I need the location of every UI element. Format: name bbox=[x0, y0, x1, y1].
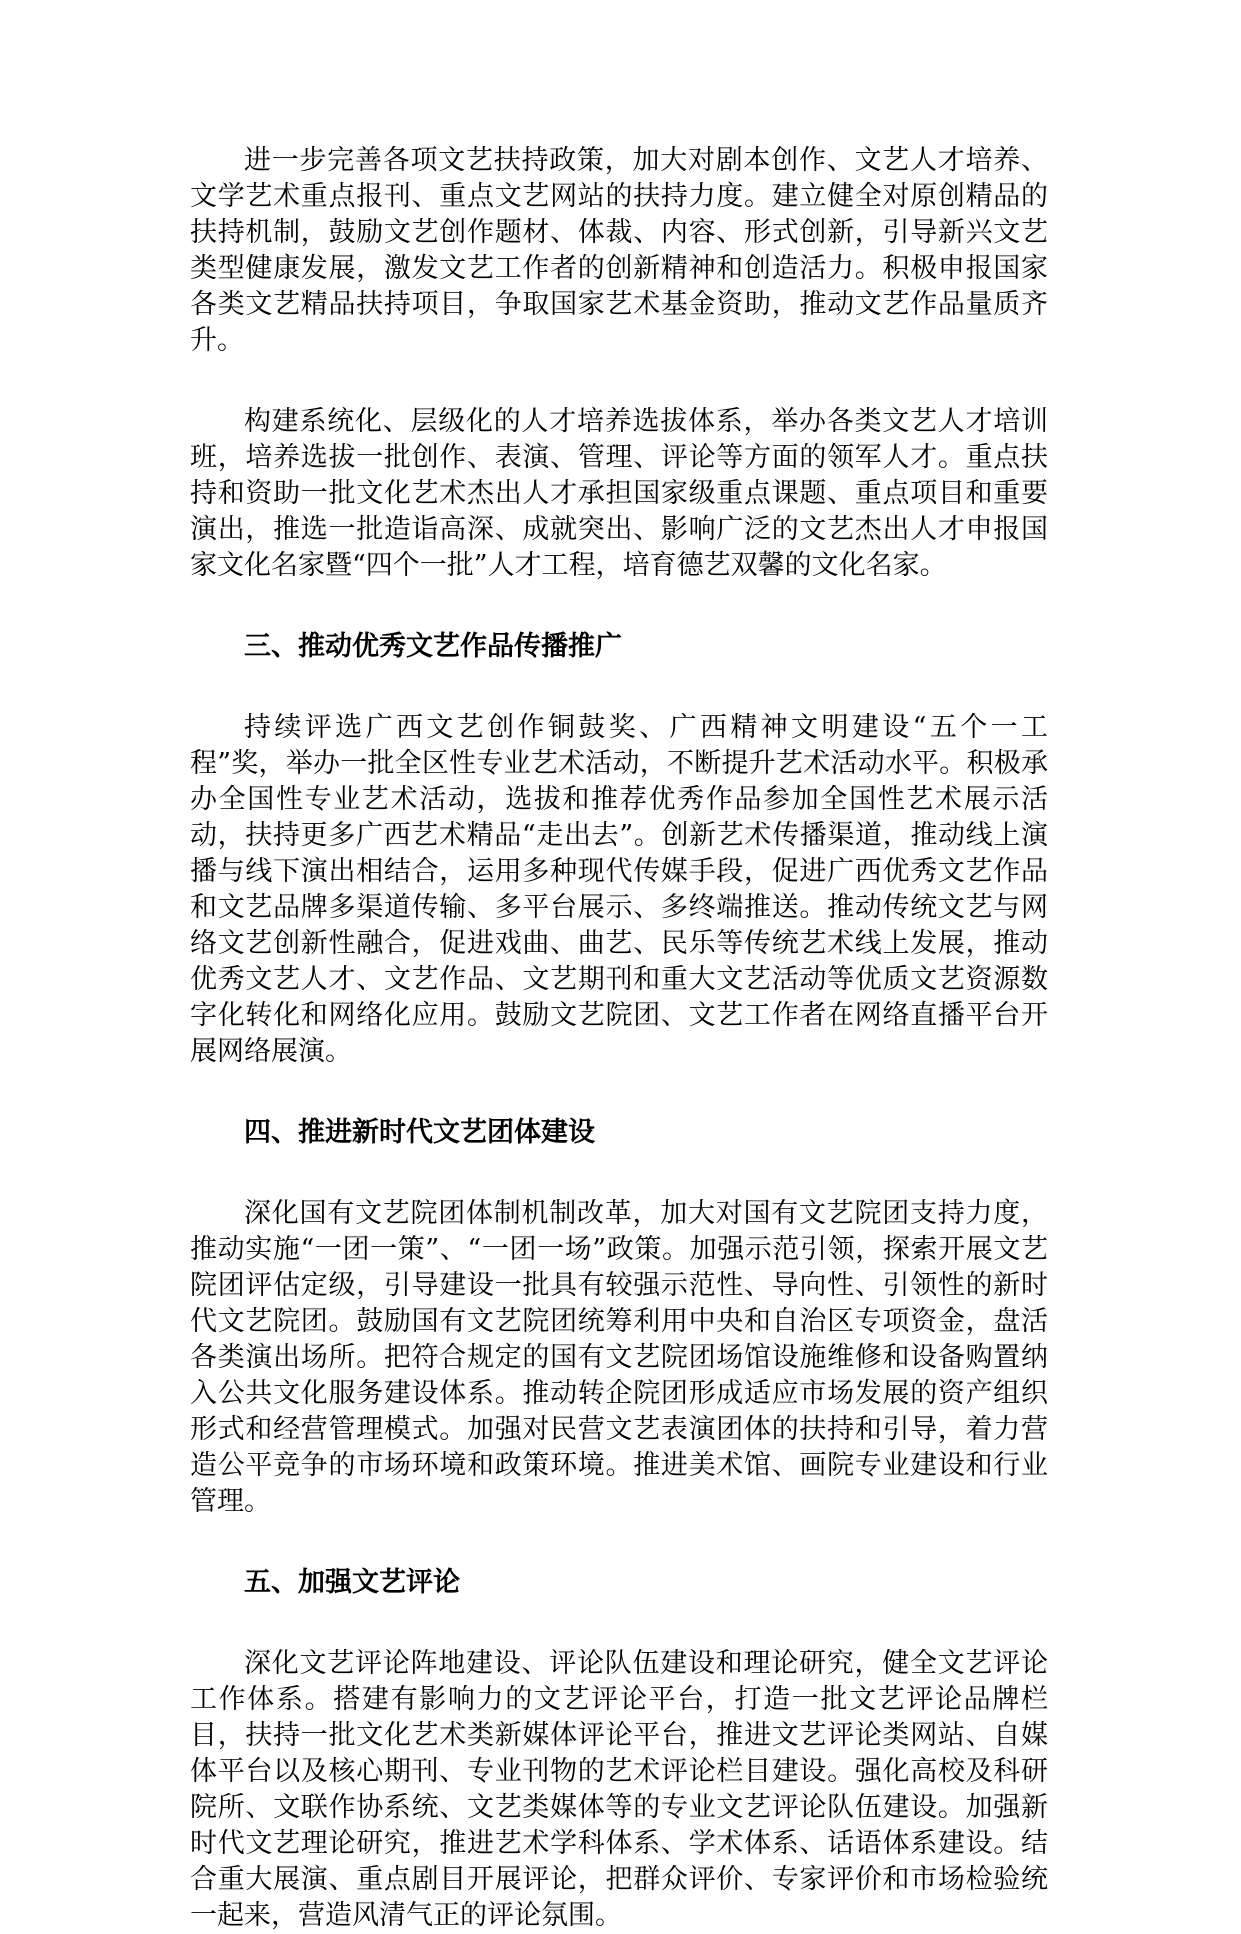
section-body-4: 深化国有文艺院团体制机制改革，加大对国有文艺院团支持力度，推动实施“一团一策”、“一团一场”政策。加强示范引领，探索开展文艺院团评估定级，引导建设一批具有较强示范性、导向性、引领性的新时代文艺院团。鼓励国有文艺院团统筹利用中央和自治区专项资金，盘活各类演出场所。把符合规定的国有文艺院团场馆设施维修和设备购置纳入公共文化服务建设体系。推动转企院团形成适应市场发展的资产组织形式和经营管理模式。加强对民营文艺表演团体的扶持和引导，着力营造公平竞争的市场环境和政策环境。推进美术馆、画院专业建设和行业管理。 bbox=[190, 1198, 1048, 1517]
section-body-3: 持续评选广西文艺创作铜鼓奖、广西精神文明建设“五个一工程”奖，举办一批全区性专业艺术活动，不断提升艺术活动水平。积极承办全国性专业艺术活动，选拔和推荐优秀作品参加全国性艺术展示活动，扶持更多广西艺术精品“走出去”。创新艺术传播渠道，推动线上演播与线下演出相结合，运用多种现代传媒手段，促进广西优秀文艺作品和文艺品牌多渠道传输、多平台展示、多终端推送。推动传统文艺与网络文艺创新性融合，促进戏曲、曲艺、民乐等传统艺术线上发展，推动优秀文艺人才、文艺作品、文艺期刊和重大文艺活动等优质文艺资源数字化转化和网络化应用。鼓励文艺院团、文艺工作者在网络直播平台开展网络展演。 bbox=[190, 712, 1048, 1067]
section-body-5: 深化文艺评论阵地建设、评论队伍建设和理论研究，健全文艺评论工作体系。搭建有影响力的文艺评论平台，打造一批文艺评论品牌栏目，扶持一批文化艺术类新媒体评论平台，推进文艺评论类网站、自媒体平台以及核心期刊、专业刊物的艺术评论栏目建设。强化高校及科研院所、文联作协系统、文艺类媒体等的专业文艺评论队伍建设。加强新时代文艺理论研究，推进艺术学科体系、学术体系、话语体系建设。结合重大展演、重点剧目开展评论，把群众评价、专家评价和市场检验统一起来，营造风清气正的评论氛围。 bbox=[190, 1648, 1048, 1931]
section-heading-5: 五、加强文艺评论 bbox=[244, 1567, 460, 1598]
section-heading-3: 三、推动优秀文艺作品传播推广 bbox=[244, 631, 622, 662]
paragraph-talent-cultivation: 构建系统化、层级化的人才培养选拔体系，举办各类文艺人才培训班，培养选拔一批创作、表演、管理、评论等方面的领军人才。重点扶持和资助一批文化艺术杰出人才承担国家级重点课题、重点项目和重要演出，推选一批造诣高深、成就突出、影响广泛的文艺杰出人才申报国家文化名家暨“四个一批”人才工程，培育德艺双馨的文化名家。 bbox=[190, 406, 1048, 581]
paragraph-arts-support-policy: 进一步完善各项文艺扶持政策，加大对剧本创作、文艺人才培养、文学艺术重点报刊、重点文艺网站的扶持力度。建立健全对原创精品的扶持机制，鼓励文艺创作题材、体裁、内容、形式创新，引导新兴文艺类型健康发展，激发文艺工作者的创新精神和创造活力。积极申报国家各类文艺精品扶持项目，争取国家艺术基金资助，推动文艺作品量质齐升。 bbox=[190, 145, 1048, 356]
document-page bbox=[190, 143, 1048, 1934]
section-heading-4: 四、推进新时代文艺团体建设 bbox=[244, 1117, 595, 1148]
